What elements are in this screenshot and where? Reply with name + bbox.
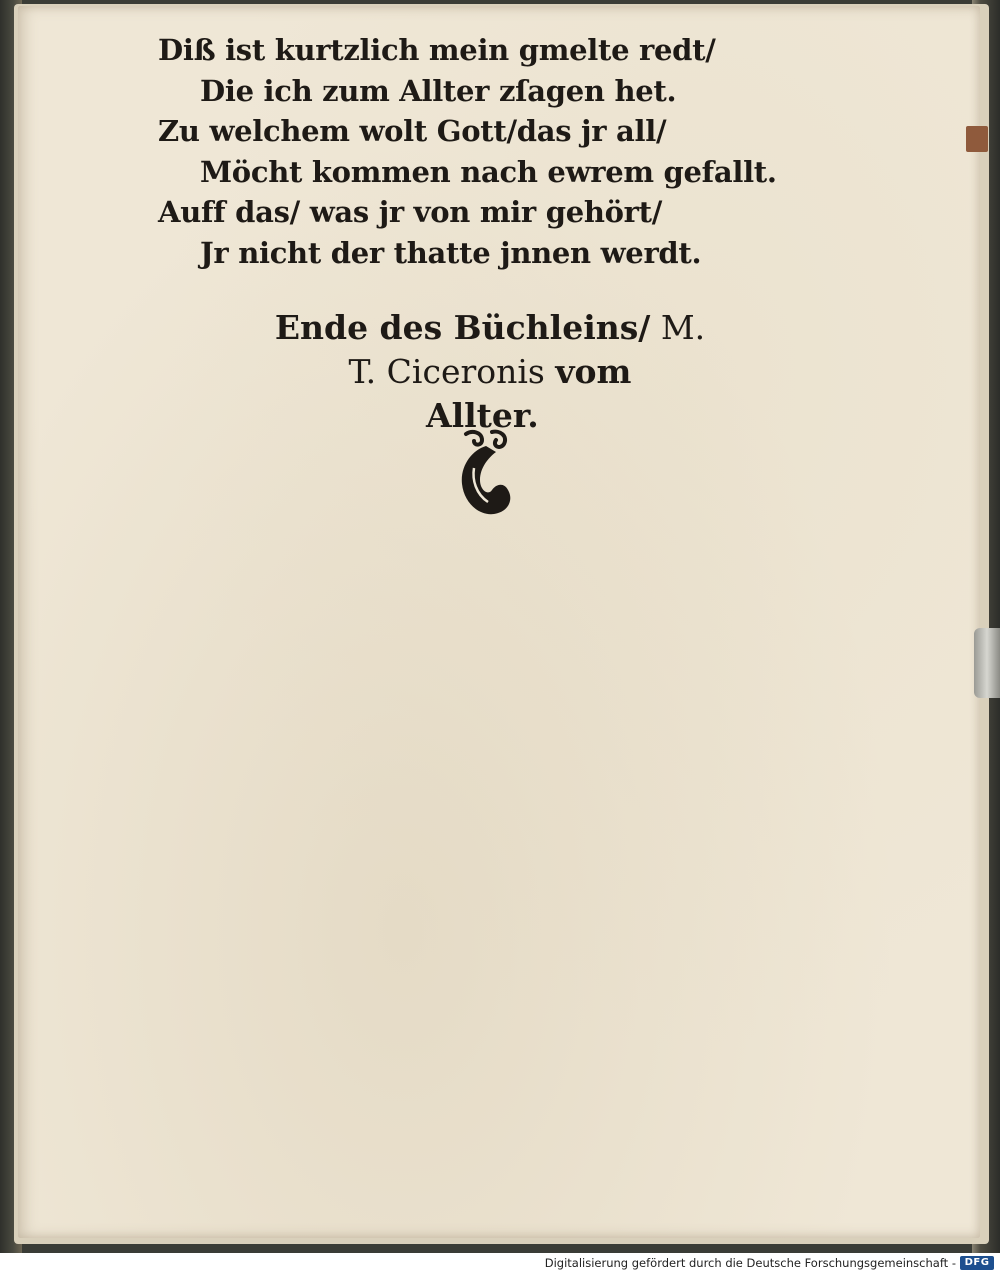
verse-line: Die ich zum Allter zſagen het. [200, 73, 677, 108]
verse-line: Möcht kommen nach ewrem gefallt. [200, 154, 777, 189]
colophon-line-1 [230, 306, 750, 350]
colophon-roman: M. [660, 308, 706, 347]
colophon-blackletter: Ende des Büchleins/ [274, 308, 651, 347]
colophon-blackletter: vom [555, 352, 632, 391]
dfg-logo: DFG [960, 1256, 994, 1270]
verse-line: Diß ist kurtzlich mein gmelte redt/ [158, 33, 716, 67]
colophon-roman: T. Ciceronis [348, 352, 545, 391]
verse-line: Zu welchem wolt Gott/das jr all/ [158, 114, 667, 148]
funding-credit: Digitalisierung gefördert durch die Deutsche Forschungsgemeinschaft - [544, 1256, 956, 1270]
verse-line: Jr nicht der thatte jnnen werdt. [200, 235, 702, 270]
book-clip [974, 628, 1000, 698]
colophon [230, 306, 750, 438]
colophon-line-3: Allter. [426, 396, 539, 435]
verse-line: Auff das/ was jr von mir gehört/ [158, 195, 663, 229]
colophon-line-2 [230, 350, 750, 394]
fleuron-leaf-icon [452, 428, 520, 520]
page-tab-marker [966, 126, 988, 152]
verse-block [158, 30, 798, 273]
